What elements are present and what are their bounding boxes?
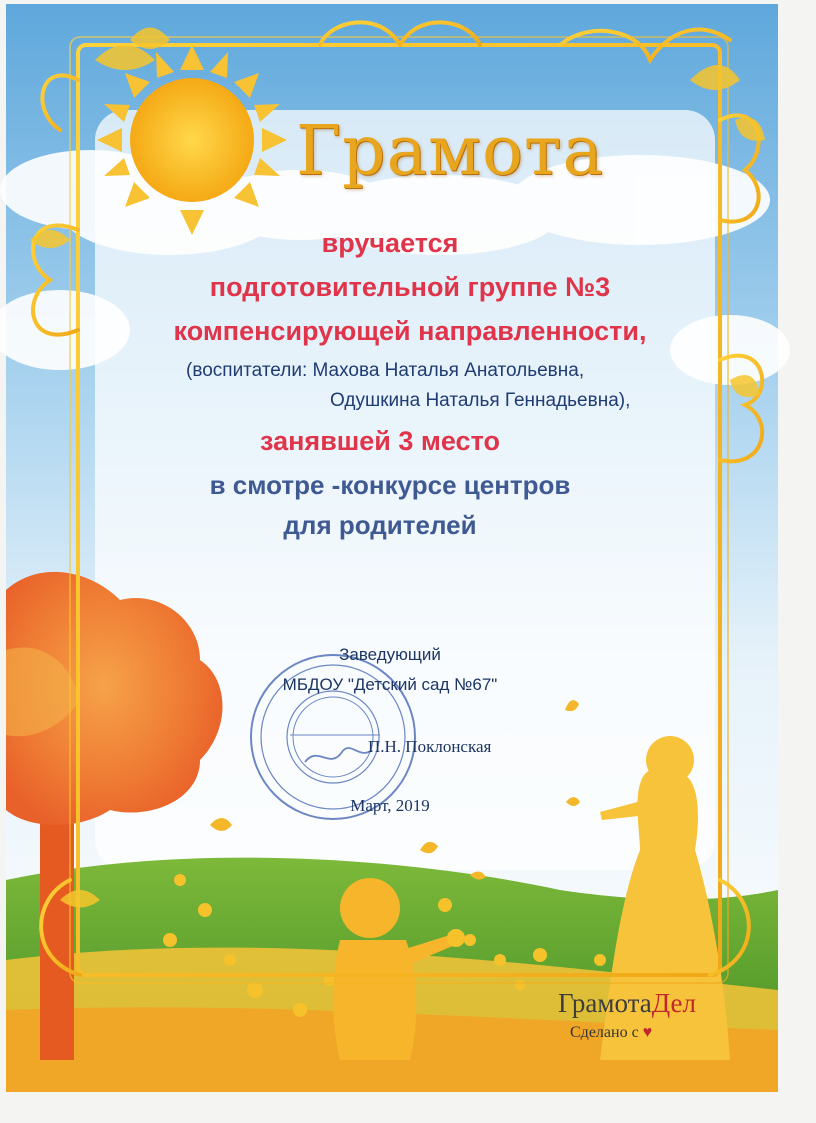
signer-name: П.Н. Поклонская <box>368 737 492 756</box>
brand-name-accent: Дел <box>651 988 696 1018</box>
signer-position: Заведующий <box>339 645 441 664</box>
brand-tagline <box>570 1024 652 1042</box>
certificate-date: Март, 2019 <box>350 796 430 815</box>
group-text: подготовительной группе №3 <box>209 272 611 302</box>
brand-tagline-text: Сделано с <box>570 1024 639 1041</box>
certificate-title: Грамота <box>295 112 605 191</box>
signer-organization: МБДОУ "Детский сад №67" <box>282 675 498 694</box>
direction-text: компенсирующей направленности, <box>173 316 647 346</box>
contest-line-2: для родителей <box>283 510 477 540</box>
teachers-line-1: (воспитатели: Махова Наталья Анатольевна, <box>186 360 585 381</box>
teachers-line-2: Одушкина Наталья Геннадьевна), <box>330 390 631 411</box>
heart-icon: ♥ <box>642 1024 653 1041</box>
contest-line-1: в смотре -конкурсе центров <box>209 470 571 500</box>
place-text: занявшей 3 место <box>260 426 500 456</box>
brand-logo <box>558 988 696 1019</box>
awarded-text: вручается <box>321 228 459 258</box>
brand-name-main: Грамота <box>558 988 652 1018</box>
